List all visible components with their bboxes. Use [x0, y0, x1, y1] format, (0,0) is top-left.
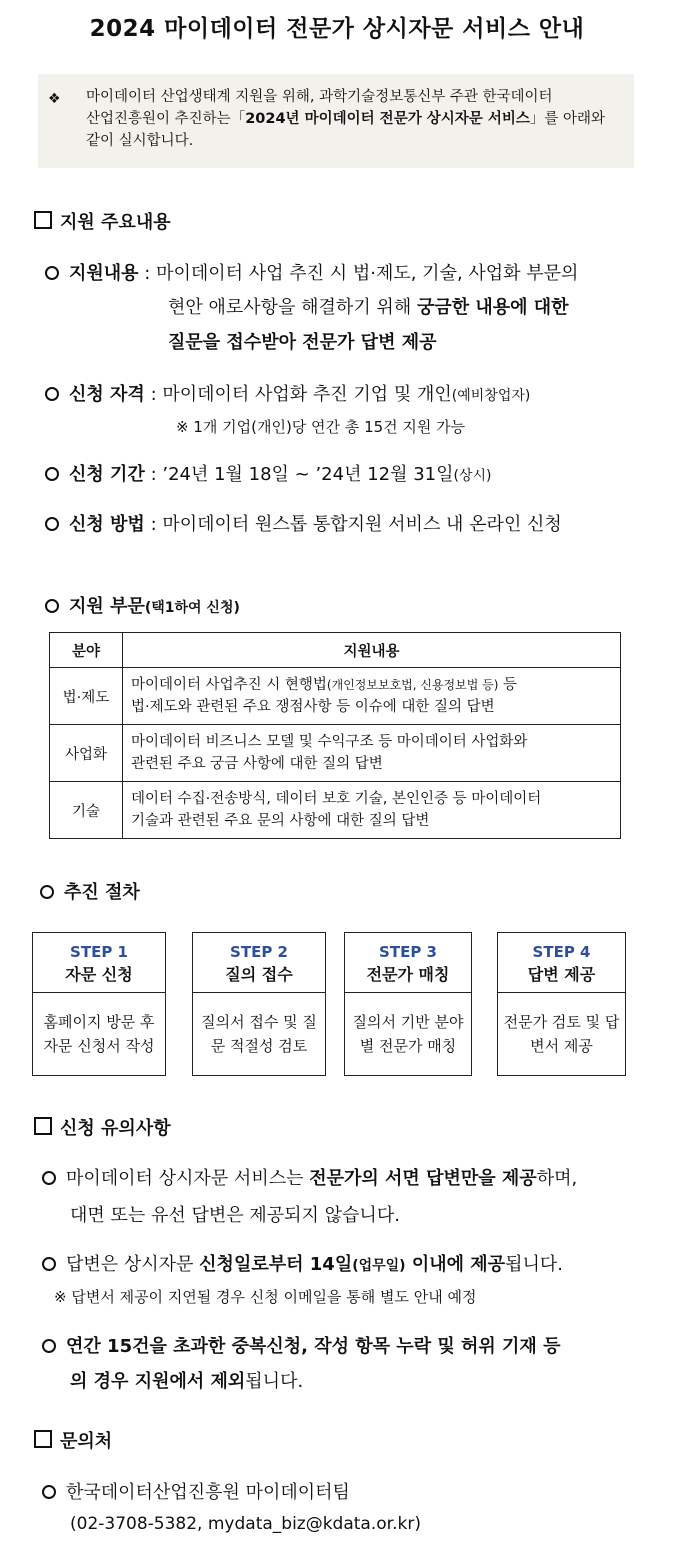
support-areas-table — [49, 632, 621, 839]
table-row — [50, 782, 621, 839]
circle-bullet-icon — [45, 599, 59, 613]
note-item-2-remark: ※ 답변서 제공이 지연될 경우 신청 이메일을 통해 별도 안내 예정 — [54, 1288, 477, 1306]
circle-bullet-icon — [42, 1257, 56, 1271]
step-label: STEP 4 — [532, 943, 591, 961]
circle-bullet-icon — [42, 1485, 56, 1499]
support-content-line-2: 현안 애로사항을 해결하기 위해 궁금한 내용에 대한 — [168, 297, 569, 318]
step-card-4 — [497, 932, 626, 1076]
note-item-1-line-2: 대면 또는 유선 답변은 제공되지 않습니다. — [70, 1205, 400, 1226]
table-cell-content: 마이데이터 비즈니스 모델 및 수익구조 등 마이데이터 사업화와 관련된 주요 궁금 사항에 대한 질의 답변 — [123, 725, 621, 782]
contact-org: 한국데이터산업진흥원 마이데이터팀 — [42, 1478, 350, 1504]
table-cell-content: 마이데이터 사업추진 시 현행법(개인정보보호법, 신용정보법 등) 등 법·제도와 관련된 주요 쟁점사항 등 이슈에 대한 질의 답변 — [123, 668, 621, 725]
step-name: 전문가 매칭 — [366, 965, 450, 984]
note-item-1: 마이데이터 상시자문 서비스는 전문가의 서면 답변만을 제공하며, — [42, 1164, 577, 1190]
table-cell-content: 데이터 수집·전송방식, 데이터 보호 기술, 본인인증 등 마이데이터 기술과 관련된 주요 문의 사항에 대한 질의 답변 — [123, 782, 621, 839]
table-header-field: 분야 — [50, 633, 123, 668]
circle-bullet-icon — [42, 1171, 56, 1185]
step-description: 홈페이지 방문 후 자문 신청서 작성 — [43, 1013, 155, 1055]
step-name: 질의 접수 — [225, 965, 293, 984]
period-item: 신청 기간 : ’24년 1월 18일 ~ ’24년 12월 31일(상시) — [45, 460, 492, 486]
contact-detail[interactable]: (02-3708-5382, mydata_biz@kdata.or.kr) — [70, 1514, 421, 1534]
step-name: 자문 신청 — [65, 965, 133, 984]
qualification-item: 신청 자격 : 마이데이터 사업화 추진 기업 및 개인(예비창업자) — [45, 380, 530, 406]
note-item-2: 답변은 상시자문 신청일로부터 14일(업무일) 이내에 제공됩니다. — [42, 1250, 563, 1276]
qualification-note: ※ 1개 기업(개인)당 연간 총 15건 지원 가능 — [176, 418, 466, 436]
table-row — [50, 725, 621, 782]
checkbox-square-icon — [34, 1117, 52, 1135]
support-areas-item: 지원 부문(택1하여 신청) — [45, 592, 240, 618]
circle-bullet-icon — [45, 517, 59, 531]
step-card-2 — [192, 932, 326, 1076]
step-description: 질의서 접수 및 질문 적절성 검토 — [201, 1013, 317, 1055]
intro-box — [38, 74, 634, 168]
checkbox-square-icon — [34, 211, 52, 229]
diamond-bullet-icon: ❖ — [48, 91, 61, 107]
checkbox-square-icon — [34, 1430, 52, 1448]
section-support-title: 지원 주요내용 — [34, 208, 171, 234]
support-content-line-3: 질문을 접수받아 전문가 답변 제공 — [168, 332, 437, 353]
circle-bullet-icon — [40, 885, 54, 899]
step-name: 답변 제공 — [527, 965, 596, 984]
step-description: 전문가 검토 및 답변서 제공 — [503, 1013, 620, 1055]
table-header-content: 지원내용 — [123, 633, 621, 668]
circle-bullet-icon — [45, 266, 59, 280]
intro-line-1: 마이데이터 산업생태계 지원을 위해, 과학기술정보통신부 주관 한국데이터 — [86, 89, 553, 105]
note-item-3: 연간 15건을 초과한 중복신청, 작성 항목 누락 및 허위 기재 등 — [42, 1332, 560, 1358]
table-cell-field: 사업화 — [50, 725, 123, 782]
method-item: 신청 방법 : 마이데이터 원스톱 통합지원 서비스 내 온라인 신청 — [45, 510, 562, 536]
step-card-1 — [32, 932, 166, 1076]
intro-line-2: 산업진흥원이 추진하는「2024년 마이데이터 전문가 상시자문 서비스」를 아래와 — [86, 111, 605, 127]
procedure-title: 추진 절차 — [40, 878, 140, 904]
table-row — [50, 668, 621, 725]
page-title: 2024 마이데이터 전문가 상시자문 서비스 안내 — [89, 16, 585, 42]
step-description: 질의서 기반 분야별 전문가 매칭 — [352, 1013, 464, 1055]
section-notes-title: 신청 유의사항 — [34, 1114, 171, 1140]
step-label: STEP 1 — [70, 943, 128, 961]
step-label: STEP 3 — [379, 943, 437, 961]
table-header-row — [50, 633, 621, 668]
circle-bullet-icon — [45, 387, 59, 401]
section-contact-title: 문의처 — [34, 1427, 112, 1453]
step-label: STEP 2 — [230, 943, 288, 961]
circle-bullet-icon — [45, 467, 59, 481]
intro-line-3: 같이 실시합니다. — [86, 133, 194, 149]
step-card-3 — [344, 932, 472, 1076]
table-cell-field: 법·제도 — [50, 668, 123, 725]
support-content-item: 지원내용 : 마이데이터 사업 추진 시 법·제도, 기술, 사업화 부문의 — [45, 259, 578, 285]
table-cell-field: 기술 — [50, 782, 123, 839]
circle-bullet-icon — [42, 1339, 56, 1353]
note-item-3-line-2: 의 경우 지원에서 제외됩니다. — [70, 1371, 304, 1392]
